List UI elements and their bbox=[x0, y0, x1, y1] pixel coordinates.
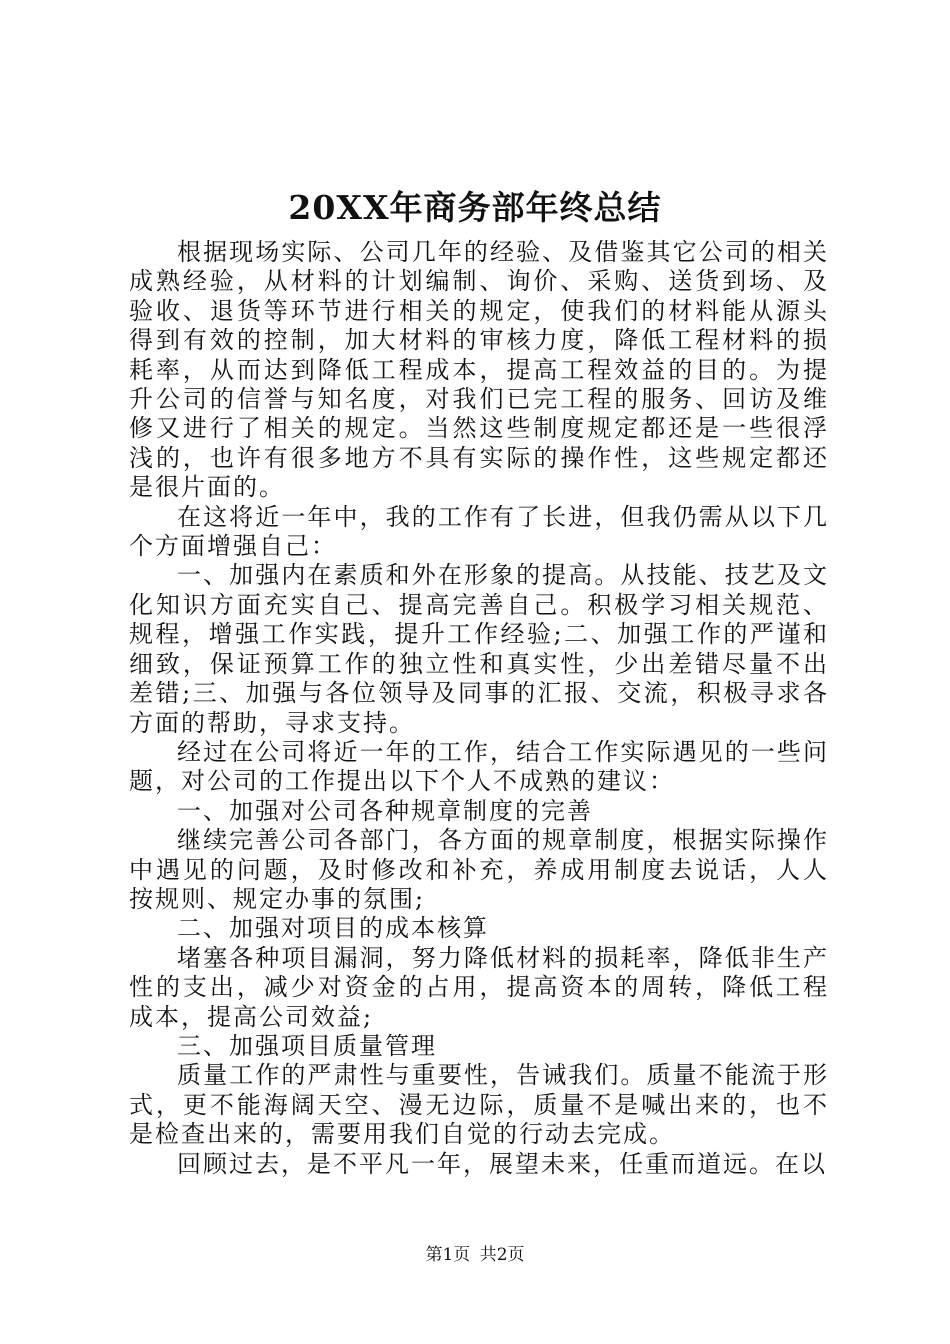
page-footer bbox=[0, 1243, 950, 1267]
paragraph-improvement-list: 一、加强内在素质和外在形象的提高。从技能、技艺及文化知识方面充实自己、提高完善自己。积极学习相关规范、规程，增强工作实践，提升工作经验;二、加强工作的严谨和细致，保证预算工作的独立性和真实性，少出差错尽量不出差错;三、加强与各位领导及同事的汇报、交流，积极寻求各方面的帮助，寻求支持。 bbox=[129, 561, 829, 737]
heading-cost-accounting: 二、加强对项目的成本核算 bbox=[177, 914, 489, 943]
paragraph-quality-management: 质量工作的严肃性与重要性，告诫我们。质量不能流于形式，更不能海阔天空、漫无边际，质量不是喊出来的，也不是检查出来的，需要用我们自觉的行动去完成。 bbox=[129, 1061, 829, 1149]
paragraph-suggestions-intro: 经过在公司将近一年的工作，结合工作实际遇见的一些问题，对公司的工作提出以下个人不成熟的建议： bbox=[129, 737, 829, 796]
paragraph-self-improvement: 在这将近一年中，我的工作有了长进，但我仍需从以下几个方面增强自己： bbox=[129, 502, 829, 561]
page-title: 20XX年商务部年终总结 bbox=[288, 188, 662, 227]
paragraph-rules-improvement: 继续完善公司各部门，各方面的规章制度，根据实际操作中遇见的问题，及时修改和补充，养成用制度去说话，人人按规则、规定办事的氛围; bbox=[129, 826, 829, 913]
page-number-total: 共2页 bbox=[479, 1245, 525, 1265]
paragraph-closing: 回顾过去，是不平凡一年，展望未来，任重而道远。在以 bbox=[177, 1149, 827, 1178]
paragraph-cost-accounting: 堵塞各种项目漏洞，努力降低材料的损耗率，降低非生产性的支出，减少对资金的占用，提高资本的周转，降低工程成本，提高公司效益; bbox=[129, 943, 829, 1031]
heading-quality-management: 三、加强项目质量管理 bbox=[177, 1031, 437, 1060]
heading-rules-improvement: 一、加强对公司各种规章制度的完善 bbox=[177, 796, 593, 825]
paragraph-intro: 根据现场实际、公司几年的经验、及借鉴其它公司的相关成熟经验，从材料的计划编制、询价、采购、送货到场、及验收、退货等环节进行相关的规定，使我们的材料能从源头得到有效的控制，加大材料的审核力度，降低工程材料的损耗率，从而达到降低工程成本，提高工程效益的目的。为提升公司的信誉与知名度，对我们已完工程的服务、回访及维修又进行了相关的规定。当然这些制度规定都还是一些很浮浅的，也许有很多地方不具有实际的操作性，这些规定都还是很片面的。 bbox=[129, 238, 829, 502]
document-body bbox=[129, 238, 829, 1179]
page-number-current: 第1页 bbox=[425, 1245, 471, 1265]
